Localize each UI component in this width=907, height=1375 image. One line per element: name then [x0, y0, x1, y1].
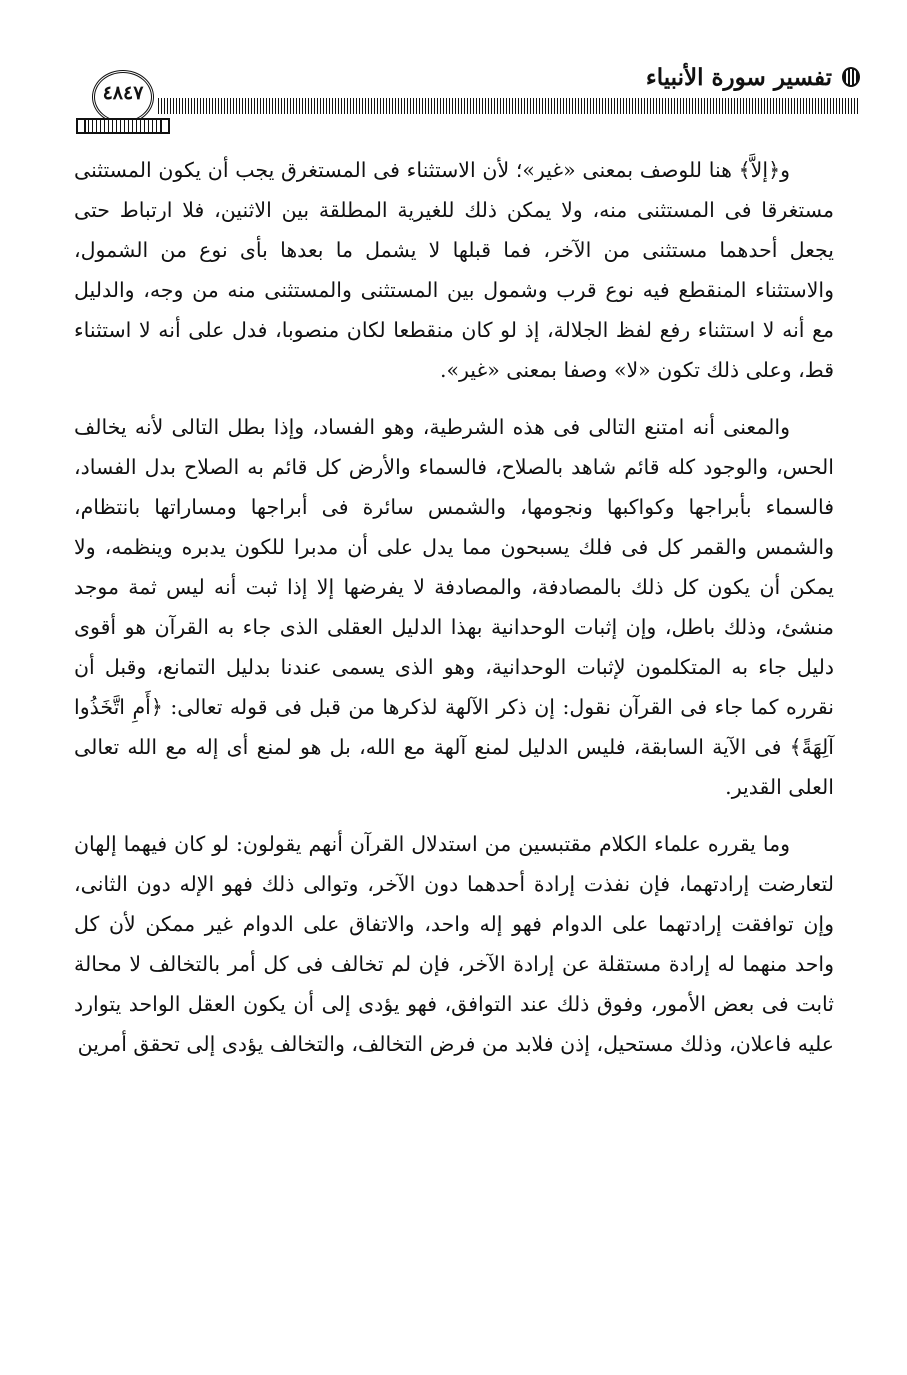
- header-rule: [158, 98, 860, 114]
- paragraph-3: وما يقرره علماء الكلام مقتبسين من استدلال القرآن أنهم يقولون: لو كان فيهما إلهان لتعارضت إرادتهما، فإن نفذت إرادة أحدهما دون الآخر، وتوالى ذلك فهو الإله دون الثانى، وإن توافقت إرادتهما على الدوام فهو إله واحد، والاتفاق على الدوام غير ممكن لأن كل واحد منهما له إرادة مستقلة عن إرادة الآخر، فإن لم تخالف فى كل أمر بالتخالف لا محالة ثابت فى بعض الأمور، وفوق ذلك عند التوافق، فهو يؤدى إلى أن يكون العقل الواحد يتوارد عليه فاعلان، وذلك مستحيل، إذن فلابد من فرض التخالف، والتخالف يؤدى إلى تحقق أمرين: [74, 831, 834, 1056]
- page-header: [70, 62, 860, 142]
- page-number-badge: [80, 70, 166, 140]
- page-body: [74, 150, 834, 1080]
- paragraph-2: والمعنى أنه امتنع التالى فى هذه الشرطية، وهو الفساد، وإذا بطل التالى لأنه يخالف الحس، والوجود كله قائم شاهد بالصلاح، فالسماء والأرض كل قائم به الصلاح بدل الفساد، فالسماء بأبراجها وكواكبها ونجومها، والشمس سائرة فى أبراجها ومساراتها بانتظام، والشمس والقمر كل فى فلك يسبحون مما يدل على أن مدبرا للكون يدبره وينظمه، ولا يمكن أن يكون كل ذلك بالمصادفة، والمصادفة لا يفرضها إلا إذا ثبت أنه ليس ثمة موجد منشئ، وذلك باطل، وإن إثبات الوحدانية بهذا الدليل العقلى الذى جاء به القرآن هو أقوى دليل جاء به المتكلمون لإثبات الوحدانية، وهو الذى يسمى عندنا بدليل التمانع، وقبل أن نقرره كما جاء فى القرآن نقول: إن ذكر الآلهة لذكرها من قبل فى قوله تعالى: ﴿أَمِ اتَّخَذُوا آلِهَةً﴾ فى الآية السابقة، فليس الدليل لمنع آلهة مع الله، بل هو لمنع أى إله مع الله تعالى العلى القدير.: [74, 414, 834, 800]
- running-title-group: [646, 62, 860, 92]
- page-number: ٤٨٤٧: [102, 82, 144, 104]
- ornament-icon: [842, 67, 860, 87]
- ribbon-icon: [80, 118, 166, 134]
- running-title: تفسير سورة الأنبياء: [645, 63, 832, 91]
- paragraph-1: و﴿إلاَّ﴾ هنا للوصف بمعنى «غير»؛ لأن الاستثناء فى المستغرق يجب أن يكون المستثنى مستغرقا فى المستثنى منه، ولا يمكن ذلك للغيرية المطلقة بين الاثنين، فلا ارتباط حتى يجعل أحدهما مستثنى من الآخر، فما قبلها لا يشمل ما بعدها بأى نوع من الشمول، والاستثناء المنقطع فيه نوع قرب وشمول بين المستثنى والمستثنى منه من وجه، والدليل مع أنه لا استثناء رفع لفظ الجلالة، إذ لو كان منقطعا لكان منصوبا، فدل على أنه لا استثناء قط، وعلى ذلك تكون «لا» وصفا بمعنى «غير».: [74, 158, 834, 383]
